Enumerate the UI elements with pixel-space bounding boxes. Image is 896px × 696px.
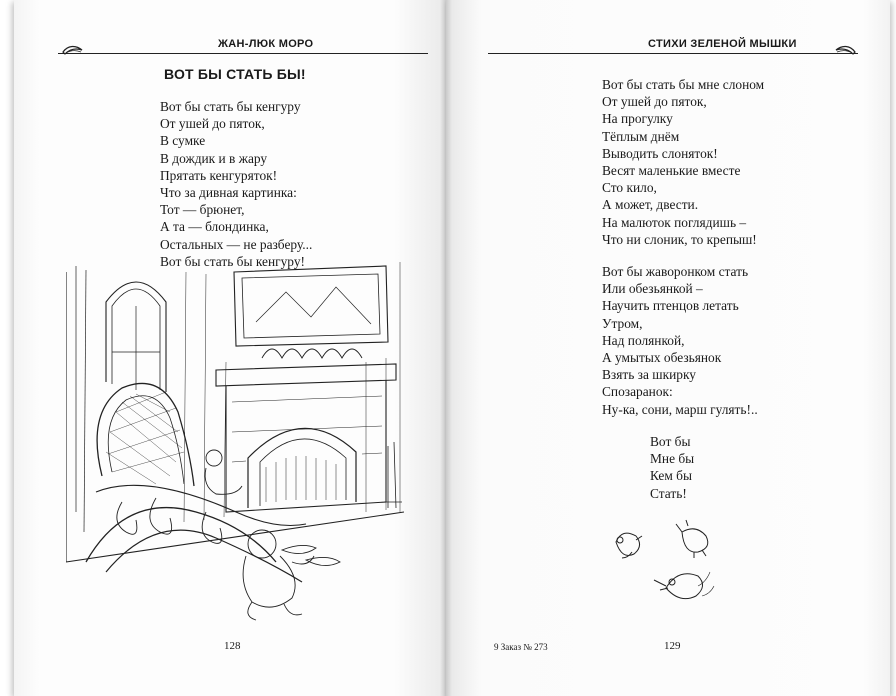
verse-line: Ну-ка, сони, марш гулять!.. [602, 401, 758, 417]
right-page [446, 0, 890, 696]
verse-line: Вот бы стать бы кенгуру! [160, 253, 305, 269]
verse-line: Прятать кенгуряток! [160, 167, 278, 183]
verse-line: Утром, [602, 315, 643, 331]
verse-line: Научить птенцов летать [602, 298, 739, 314]
verse-line: Остальных — не разберу... [160, 236, 313, 252]
poem-stanza-3 [650, 433, 694, 502]
mice-drawing-illustration [606, 516, 730, 608]
verse-line: Взять за шкирку [602, 367, 696, 383]
leaf-ornament-icon [834, 44, 856, 56]
header-rule [488, 53, 858, 54]
author-name: ЖАН-ЛЮК МОРО [218, 38, 314, 50]
verse-line: Вот бы стать бы кенгуру [160, 99, 301, 114]
page-number-left: 128 [224, 640, 241, 652]
poem-title: ВОТ БЫ СТАТЬ БЫ! [164, 66, 306, 82]
verse-line: Весят маленькие вместе [602, 162, 741, 178]
left-page [14, 0, 446, 696]
verse-line: На прогулку [602, 111, 673, 127]
verse-line: Что за дивная картинка: [160, 184, 297, 200]
leaf-ornament-icon [62, 44, 84, 56]
running-head-left [58, 36, 428, 52]
verse-line: От ушей до пяток, [602, 94, 707, 110]
verse-line: Кем бы [650, 468, 692, 484]
running-head-right [488, 36, 858, 52]
printer-signature: 9 Заказ № 273 [494, 642, 548, 652]
verse-line: А та — блондинка, [160, 219, 269, 235]
verse-line: В дождик и в жару [160, 150, 268, 166]
verse-line: Стать! [650, 485, 687, 501]
verse-line: Тот — брюнет, [160, 202, 245, 218]
book-gutter-shadow [440, 0, 452, 696]
header-rule [58, 53, 428, 54]
verse-line: Сто кило, [602, 180, 657, 196]
verse-line: Вот бы стать бы мне слоном [602, 77, 765, 92]
poem-verse [160, 98, 312, 270]
verse-line: Или обезьянкой – [602, 281, 703, 297]
verse-line: Вот бы жаворонком стать [602, 264, 749, 279]
book-title: СТИХИ ЗЕЛЕНОЙ МЫШКИ [648, 38, 797, 50]
verse-line: А умытых обезьянок [602, 349, 722, 365]
verse-line: На малюток поглядишь – [602, 214, 747, 230]
verse-line: Мне бы [650, 451, 695, 467]
rocking-chair-fireplace-illustration [66, 262, 404, 626]
verse-line: Спозаранок: [602, 384, 673, 400]
verse-line: Тёплым днём [602, 128, 680, 144]
verse-line: Вот бы [650, 434, 691, 449]
verse-line: В сумке [160, 133, 206, 149]
page-number-right: 129 [664, 640, 681, 652]
verse-line: А может, двести. [602, 197, 699, 213]
verse-line: От ушей до пяток, [160, 116, 265, 132]
poem-stanza-1 [602, 76, 764, 248]
verse-line: Что ни слоник, то крепыш! [602, 231, 757, 247]
poem-stanza-2 [602, 263, 758, 418]
verse-line: Над полянкой, [602, 332, 685, 348]
verse-line: Выводить слоняток! [602, 145, 718, 161]
